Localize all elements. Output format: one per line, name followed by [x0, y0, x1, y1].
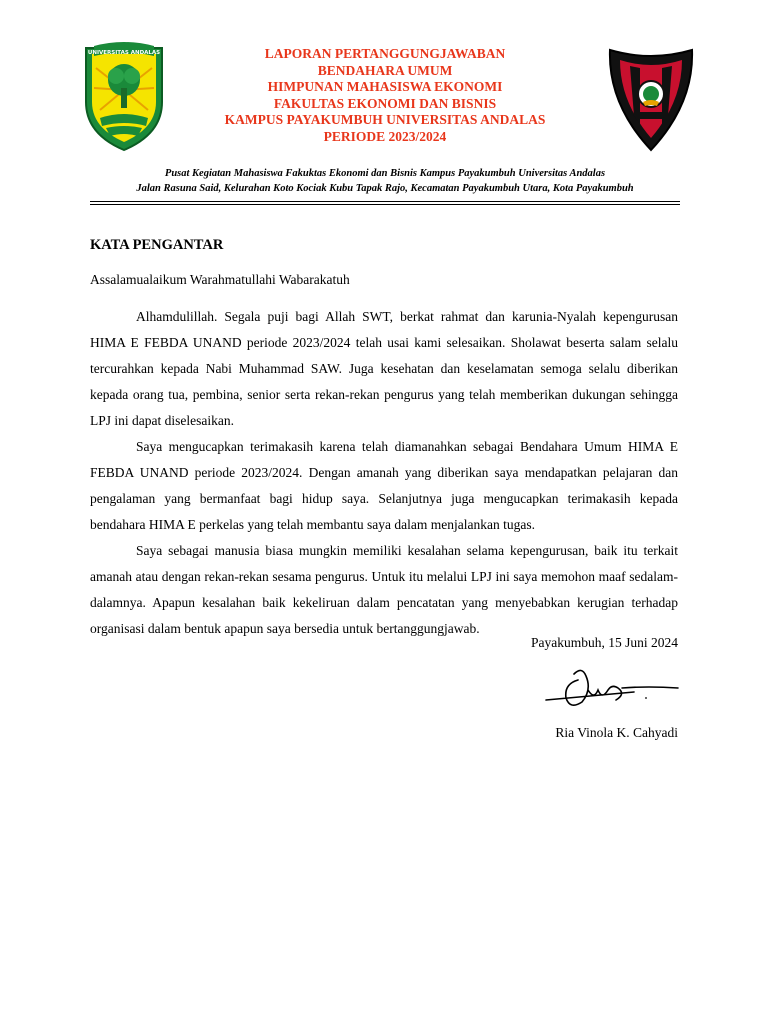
- paragraph: Saya mengucapkan terimakasih karena telah diamanahkan sebagai Bendahara Umum HIMA E FEBDA UNAND periode 2023/2024. Dengan amanah yang diberikan saya mendapatkan pelajaran dan pengalaman yang bermanfaat bagi hidup saya. Selanjutnya juga mengucapkan terimakasih kepada bendahara HIMA E perkelas yang telah membantu saya dalam menjalankan tugas.: [90, 439, 678, 532]
- title-line: LAPORAN PERTANGGUNGJAWABAN: [264, 46, 506, 61]
- greeting: Assalamualaikum Warahmatullahi Wabarakatuh: [90, 272, 350, 287]
- logo-lettering: UNIVERSITAS ANDALAS: [87, 50, 161, 56]
- report-title: [180, 46, 590, 145]
- title-line: PERIODE 2023/2024: [323, 128, 447, 144]
- letter-body: [90, 304, 678, 642]
- header-divider: [90, 204, 680, 205]
- paragraph: Alhamdulillah. Segala puji bagi Allah SWT, berkat rahmat dan karunia-Nyalah kepengurusan HIMA E FEBDA UNAND periode 2023/2024 telah usai kami selesaikan. Sholawat beserta salam selalu tercurahkan kepada Nabi Muhammad SAW. Juga kesehatan dan keselamatan semoga selalu diberikan kepada orang tua, pembina, senior serta rekan-rekan pengurus yang telah memberikan dukungan sehingga LPJ ini dapat diselesaikan.: [90, 309, 678, 428]
- address-line: Jalan Rasuna Said, Kelurahan Koto Kociak Kubu Tapak Rajo, Kecamatan Payakumbuh Utara, Kota Payakumbuh: [136, 183, 634, 194]
- handwritten-signature: [538, 660, 688, 716]
- section-heading: KATA PENGANTAR: [90, 237, 224, 253]
- universitas-andalas-logo: [80, 40, 168, 154]
- title-line: HIMPUNAN MAHASISWA EKONOMI: [267, 79, 503, 94]
- place-date: Payakumbuh, 15 Juni 2024: [531, 635, 678, 650]
- title-line: BENDAHARA UMUM: [317, 62, 453, 78]
- paragraph: Saya sebagai manusia biasa mungkin memiliki kesalahan selama kepengurusan, baik itu terkait amanah atau dengan rekan-rekan sesama pengurus. Untuk itu melalui LPJ ini saya memohon maaf sedalam-dalamnya. Apapun kesalahan baik kekeliruan dalam pencatatan yang menyebabkan kerugian terhadap organisasi dalam bentuk apapun saya bersedia untuk bertanggungjawab.: [90, 543, 678, 636]
- header-divider: [90, 201, 680, 202]
- title-line: KAMPUS PAYAKUMBUH UNIVERSITAS ANDALAS: [224, 112, 546, 127]
- organization-address: [90, 166, 680, 196]
- signer-name: Ria Vinola K. Cahyadi: [555, 725, 678, 740]
- title-line: FAKULTAS EKONOMI DAN BISNIS: [273, 95, 497, 111]
- address-line: Pusat Kegiatan Mahasiswa Fakuktas Ekonomi dan Bisnis Kampus Payakumbuh Universitas Andalas: [164, 168, 606, 179]
- hima-e-logo: [606, 44, 696, 154]
